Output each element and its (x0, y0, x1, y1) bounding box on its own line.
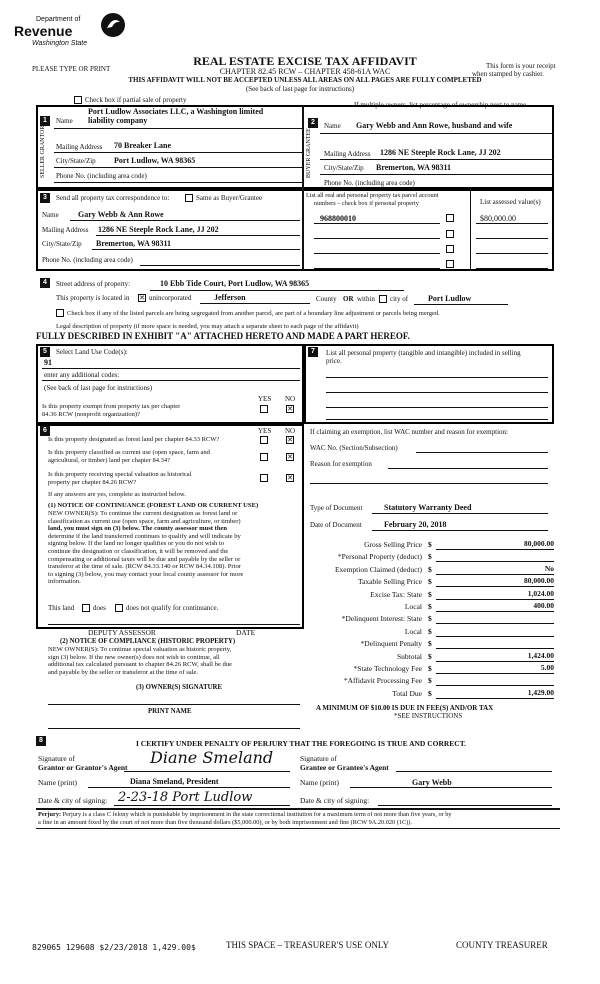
parcel-number-1: 968800010 (320, 214, 356, 223)
grantor-name-line-2: liability company (88, 116, 148, 125)
legal-desc-value: FULLY DESCRIBED IN EXHIBIT "A" ATTACHED HERETO AND MADE A PART HEREOF. (36, 331, 410, 341)
print-name-label: PRINT NAME (148, 708, 192, 715)
type-or-print: PLEASE TYPE OR PRINT (32, 65, 111, 73)
tax-row-value: 5.00 (540, 662, 554, 672)
notice-continuance-title: (1) NOTICE OF CONTINUANCE (FOREST LAND OR CURRENT USE) (48, 502, 259, 509)
if-yes-note: If any answers are yes, complete as instructed below. (48, 491, 186, 498)
perjury-label: Perjury: (38, 811, 62, 818)
tax-row (306, 627, 562, 639)
segregated-note: Check box if any of the listed parcels are being segregated from another parcel, are part of a boundary line adjustment or parcels being merged. (67, 310, 440, 317)
correspondence-city-value: Bremerton, WA 98311 (96, 239, 172, 248)
tax-row-currency: $ (428, 589, 432, 599)
form-see-back: (See back of last page for instructions) (245, 85, 355, 93)
notice-continuance-line: determine if the land transferred continues to qualify and will indicate by (48, 532, 241, 540)
grantee-phone-label: Phone No. (including area code) (324, 179, 415, 187)
correspondence-mailing-label: Mailing Address (42, 226, 89, 234)
correspondence-city-label: City/State/Zip (42, 240, 82, 248)
historical-question-1: Is this property receiving special valuation as historical (48, 471, 192, 478)
grantor-date-value: 2-23-18 Port Ludlow (118, 790, 253, 805)
tax-row (306, 664, 562, 676)
grantor-city-value: Port Ludlow, WA 98365 (114, 156, 196, 165)
perjury-statement (38, 811, 560, 827)
city-of-value: Port Ludlow (428, 294, 472, 303)
correspondence-name-label: Name (42, 211, 59, 219)
tax-row-currency: $ (428, 614, 432, 624)
form-chapter: CHAPTER 82.45 RCW – CHAPTER 458-61A WAC (219, 67, 391, 76)
notice-continuance-line: information. (48, 578, 81, 586)
grantor-name-print-label: Name (print) (38, 778, 77, 787)
grantee-name-value: Gary Webb and Ann Rowe, husband and wife (356, 121, 513, 130)
section-1-number: 1 (40, 116, 50, 126)
tax-row (306, 577, 562, 589)
partial-sale-checkbox[interactable] (74, 96, 82, 104)
grantor-signature-label-1: Signature of (38, 754, 75, 763)
tax-table (306, 540, 562, 701)
legal-desc-note: Legal description of property (if more space is needed, you may attach a separate sheet to each page of the affidavit) (56, 323, 359, 330)
grantee-signature-label-2: Grantee or Grantee's Agent (300, 763, 389, 772)
tax-row-currency: $ (428, 601, 432, 611)
parcel-2-personal-checkbox[interactable] (446, 230, 454, 238)
grantee-mailing-label: Mailing Address (324, 150, 371, 158)
additional-codes-label: enter any additional codes: (44, 371, 120, 379)
historical-question-2: property per chapter 84.26 RCW? (48, 479, 137, 486)
tax-row (306, 552, 562, 564)
city-of-label: city of (390, 295, 409, 303)
grantee-mailing-value: 1286 NE Steeple Rock Lane, JJ 202 (380, 148, 501, 157)
form-not-accepted: THIS AFFIDAVIT WILL NOT BE ACCEPTED UNLESS ALL AREAS ON ALL PAGES ARE FULLY COMPLETED (128, 76, 482, 84)
personal-property-label-1: List all personal property (tangible and intangible) included in selling (326, 349, 521, 357)
tax-row-label: *Personal Property (deduct) (337, 552, 422, 562)
notice-compliance-line: additional tax calculated pursuant to chapter 84.26 RCW, shall be due (48, 661, 232, 669)
tax-row (306, 602, 562, 614)
perjury-line-1 (38, 811, 560, 819)
notice-continuance-body (48, 510, 302, 586)
wac-label: WAC No. (Section/Subsection) (310, 444, 398, 452)
parcel-header-2: numbers – check box if personal property (314, 200, 419, 207)
notice-continuance-line: classification as current use (open space, farm and agriculture, or timber) (48, 517, 241, 525)
county-value: Jefferson (214, 293, 246, 302)
doc-date-value: February 20, 2018 (384, 520, 447, 529)
grantee-name-print-label: Name (print) (300, 778, 339, 787)
exempt-question-1: Is this property exempt from property tax per chapter (42, 403, 181, 410)
tax-row-currency: $ (428, 540, 432, 549)
segregated-checkbox[interactable] (56, 309, 64, 317)
buyer-grantee-side-label: BUYER GRANTEE (306, 128, 312, 178)
section6-yes-header: YES (258, 427, 272, 435)
located-in-label: This property is located in (56, 294, 130, 302)
tax-row-value: No (544, 563, 554, 573)
treasurer-space-label: THIS SPACE – TREASURER'S USE ONLY (226, 940, 390, 950)
unincorporated-label: unincorporated (149, 294, 192, 302)
same-as-buyer-label: Same as Buyer/Grantee (196, 194, 263, 202)
tax-row-currency: $ (428, 564, 432, 574)
same-as-buyer-checkbox[interactable] (185, 194, 193, 202)
current-use-yes-checkbox[interactable] (260, 453, 268, 461)
tax-row-value: 1,024.00 (527, 588, 554, 598)
county-treasurer-label: COUNTY TREASURER (456, 940, 548, 950)
notice-compliance-line: sign (3) below. If the new owner(s) does not wish to continue, all (48, 653, 220, 661)
section-6-number: 6 (40, 426, 50, 436)
grantor-signature: Diane Smeland (150, 748, 274, 767)
grantor-phone-label: Phone No. (including area code) (56, 172, 147, 180)
perjury-text-2: a fine in an amount fixed by the court of not more than five thousand dollars ($5,000.00), or by both imprisonment and fine (RCW 9A.20.020 (1C)). (38, 819, 412, 826)
section5-no-header: NO (285, 395, 296, 403)
land-use-label: Select Land Use Code(s): (56, 348, 128, 356)
notice-continuance-line: land, you must sign on (3) below. The county assessor must then (48, 525, 228, 533)
tax-row-label: Local (404, 626, 422, 636)
exemption-label: If claiming an exemption, list WAC number and reason for exemption: (310, 428, 508, 436)
section-5-number: 5 (40, 347, 50, 357)
minimum-due-note: A MINIMUM OF $10.00 IS DUE IN FEE(S) AND/OR TAX (316, 704, 494, 712)
current-use-question-1: Is this property classified as current use (open space, farm and (48, 449, 210, 456)
dor-logo-icon (100, 12, 126, 38)
partial-sale-label: Check box if partial sale of property (85, 96, 187, 104)
grantee-name-label: Name (324, 122, 341, 130)
forest-yes-checkbox[interactable] (260, 436, 268, 444)
grantor-mailing-label: Mailing Address (56, 143, 103, 151)
tax-row-label: Local (404, 601, 422, 611)
exempt-yes-checkbox[interactable] (260, 405, 268, 413)
tax-row-label: *Affidavit Processing Fee (343, 676, 422, 686)
seller-grantor-side-label: SELLER GRANTOR (40, 125, 46, 178)
tax-row-label: *Delinquent Penalty (360, 639, 422, 649)
exempt-question-2: 84.36 RCW (nonprofit organization)? (42, 411, 140, 418)
doc-date-label: Date of Document (310, 521, 362, 529)
grantee-date-label: Date & city of signing: (300, 796, 370, 805)
tax-row-value: 80,000.00 (524, 576, 554, 586)
grantor-city-label: City/State/Zip (56, 157, 96, 165)
assessed-header: List assessed value(s) (480, 198, 541, 206)
tax-row-currency: $ (428, 651, 432, 661)
notice-continuance-line: NEW OWNER(S): To continue the current designation as forest land or (48, 510, 238, 517)
notice-continuance-line: signing below. If the land no longer qualifies or you do not wish to (48, 540, 225, 548)
tax-row (306, 639, 562, 651)
tax-row-currency: $ (428, 688, 432, 698)
land-does-not-text: does not qualify for continuance. (126, 604, 219, 612)
land-does-checkbox[interactable] (82, 604, 90, 612)
section5-yes-header: YES (258, 395, 272, 403)
reason-label: Reason for exemption (310, 460, 372, 468)
county-label: County (316, 295, 337, 303)
unincorporated-checkbox[interactable]: ✕ (139, 294, 145, 302)
tax-row-value: 80,000.00 (524, 539, 554, 548)
city-of-checkbox[interactable] (379, 295, 387, 303)
current-use-no-checkbox[interactable]: ✕ (287, 453, 293, 461)
section-2-number: 2 (308, 118, 318, 128)
notice-compliance-body (48, 646, 302, 676)
current-use-question-2: agricultural, or timber) land per chapter 84.34? (48, 457, 171, 464)
parcel-4-personal-checkbox[interactable] (446, 260, 454, 268)
notice-continuance-line: continue the designation or classification, it will be removed and the (48, 547, 229, 555)
tax-row (306, 676, 562, 688)
section6-no-header: NO (285, 427, 296, 435)
forest-no-checkbox[interactable]: ✕ (287, 436, 293, 444)
deputy-assessor-label: DEPUTY ASSESSOR (88, 628, 156, 637)
grantee-city-label: City/State/Zip (324, 164, 364, 172)
tax-row (306, 652, 562, 664)
grantee-name-print-value: Gary Webb (412, 778, 452, 787)
tax-row-label: Exemption Claimed (deduct) (334, 564, 422, 574)
dor-dept-label: Department of (36, 16, 81, 23)
tax-row-label: *State Technology Fee (353, 663, 422, 673)
forest-land-question: Is this property designated as forest land per chapter 84.33 RCW? (48, 436, 220, 443)
exempt-no-checkbox[interactable]: ✕ (287, 405, 293, 413)
historical-yes-checkbox[interactable] (260, 474, 268, 482)
or-label: OR (343, 295, 354, 303)
street-address-value: 10 Ebb Tide Court, Port Ludlow, WA 98365 (160, 279, 310, 288)
perjury-text-1: Perjury is a class C felony which is punishable by imprisonment in the state correctional institution for a maximum term of not more than five years, or by (62, 811, 452, 818)
land-does-label: This land (48, 604, 75, 612)
correspondence-name-value: Gary Webb & Ann Rowe (78, 210, 164, 219)
grantor-name-label: Name (56, 117, 73, 125)
dor-logo (8, 10, 128, 50)
parcel-1-personal-checkbox[interactable] (446, 214, 454, 222)
cashier-stamp: 829065 129608 $2/23/2018 1,429.00$ (32, 943, 196, 952)
tax-row (306, 689, 562, 701)
tax-row-currency: $ (428, 663, 432, 673)
tax-row-value: 1,429.00 (527, 687, 554, 697)
grantor-date-label: Date & city of signing: (38, 796, 108, 805)
tax-row-label: Total Due (392, 688, 422, 698)
tax-row-currency: $ (428, 552, 432, 562)
dor-state-label: Washington State (32, 40, 88, 47)
owner-signature-label: (3) OWNER(S) SIGNATURE (136, 684, 222, 691)
land-does-not-checkbox[interactable] (115, 604, 123, 612)
assessed-value-1: $80,000.00 (480, 214, 516, 223)
correspondence-phone-label: Phone No. (including area code) (42, 256, 133, 264)
grantor-name-print-value: Diana Smeland, President (130, 777, 219, 786)
tax-row-label: Subtotal (396, 651, 422, 661)
historical-no-checkbox[interactable]: ✕ (287, 474, 293, 482)
notice-compliance-line: NEW OWNER(S): To continue special valuation as historic property, (48, 646, 232, 653)
tax-row-currency: $ (428, 626, 432, 636)
personal-property-label-2: price. (326, 357, 342, 365)
multiple-owners-note: If multiple owners, list percentage of ownership next to name. (354, 101, 528, 109)
tax-row-currency: $ (428, 676, 432, 686)
doc-type-value: Statutory Warranty Deed (384, 503, 472, 512)
grantor-signature-label-2: Grantor or Grantor's Agent (38, 763, 128, 772)
grantee-city-value: Bremerton, WA 98311 (376, 163, 452, 172)
section-8-number: 8 (36, 736, 46, 746)
tax-row (306, 540, 562, 552)
land-use-value: 91 (44, 358, 52, 367)
street-address-label: Street address of property: (56, 280, 131, 288)
tax-row (306, 614, 562, 626)
parcel-3-personal-checkbox[interactable] (446, 245, 454, 253)
tax-row (306, 590, 562, 602)
land-use-see-back: (See back of last page for instructions) (44, 384, 153, 392)
tax-row-currency: $ (428, 639, 432, 649)
assessor-date-label: DATE (236, 628, 256, 637)
notice-continuance-line: compensating or additional taxes will be due and payable by the seller or (48, 555, 241, 563)
section-7-number: 7 (308, 347, 318, 357)
dor-revenue-label: Revenue (14, 23, 73, 39)
notice-continuance-line: to signing (3) below, you may contact your local county assessor for more (48, 570, 244, 578)
doc-type-label: Type of Document (310, 504, 363, 512)
within-label: within (357, 295, 375, 303)
receipt-note-1: This form is your receipt (486, 62, 556, 70)
notice-continuance-line: transferor at the time of sale. (RCW 84.33.140 or RCW 84.34.108). Prior (48, 563, 241, 571)
notice-compliance-title: (2) NOTICE OF COMPLIANCE (HISTORIC PROPERTY) (60, 638, 236, 645)
tax-row-label: Gross Selling Price (364, 540, 422, 549)
tax-row-currency: $ (428, 577, 432, 587)
correspondence-mailing-value: 1286 NE Steeple Rock Lane, JJ 202 (98, 225, 219, 234)
see-instructions-note: *SEE INSTRUCTIONS (394, 712, 463, 720)
grantee-signature-label-1: Signature of (300, 754, 337, 763)
receipt-note-2: when stamped by cashier. (472, 70, 544, 78)
grantor-name-line-1: Port Ludlow Associates LLC, a Washington limited (88, 107, 264, 116)
grantor-mailing-value: 70 Breaker Lane (114, 141, 172, 150)
parcel-header-1: List all real and personal property tax parcel account (306, 192, 439, 199)
tax-row-label: Taxable Selling Price (357, 577, 422, 587)
land-does-text: does (93, 604, 106, 612)
tax-row-value: 400.00 (533, 600, 554, 610)
tax-row-label: Excise Tax: State (370, 589, 422, 599)
certify-statement: I CERTIFY UNDER PENALTY OF PERJURY THAT THE FOREGOING IS TRUE AND CORRECT. (136, 739, 467, 748)
tax-row-label: *Delinquent Interest: State (341, 614, 422, 624)
section-3-number: 3 (40, 193, 50, 203)
section-4-number: 4 (40, 278, 50, 288)
tax-row-value: 1,424.00 (527, 650, 554, 660)
form-title: REAL ESTATE EXCISE TAX AFFIDAVIT (193, 54, 417, 68)
send-correspondence-label: Send all property tax correspondence to: (56, 194, 170, 202)
notice-compliance-line: and payable by the seller or transferor at the time of sale. (48, 668, 199, 676)
